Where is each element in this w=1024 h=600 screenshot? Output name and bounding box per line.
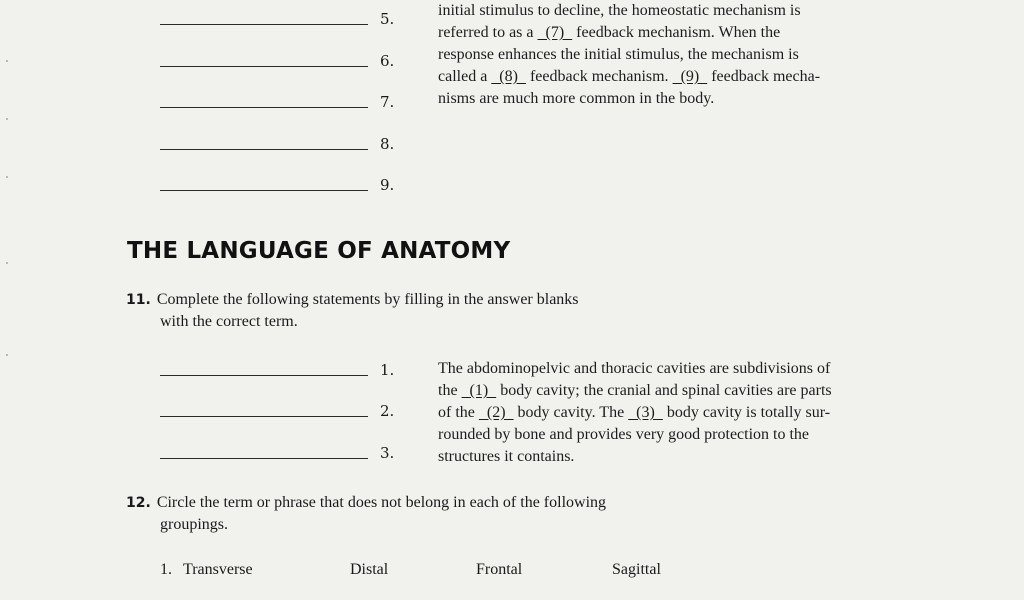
answer-blank[interactable] xyxy=(160,402,400,422)
question-text-continued: with the correct term. xyxy=(160,313,298,330)
paragraph-line: response enhances the initial stimulus, the mechanism is xyxy=(438,46,799,63)
question-text-continued: groupings. xyxy=(160,516,228,533)
scan-mark xyxy=(6,118,8,120)
answer-blank[interactable] xyxy=(160,135,400,155)
blank-number: 5. xyxy=(380,10,395,28)
blank-number: 8. xyxy=(380,135,395,153)
paragraph-line: of the (2) body cavity. The (3) body cavity is totally sur- xyxy=(438,404,831,421)
blank-reference: (3) xyxy=(628,404,663,421)
blank-reference: (9) xyxy=(672,68,708,85)
question-text: Complete the following statements by filling in the answer blanks xyxy=(156,291,579,308)
paragraph-line: The abdominopelvic and thoracic cavities are subdivisions of xyxy=(438,360,831,377)
blank-number: 9. xyxy=(380,176,395,194)
paragraph-line: referred to as a (7) feedback mechanism. When the xyxy=(438,24,781,41)
scan-mark xyxy=(6,262,8,264)
blank-reference: (7) xyxy=(537,24,573,41)
answer-blank[interactable] xyxy=(160,10,400,30)
answer-blank[interactable] xyxy=(160,52,400,72)
paragraph-line: nisms are much more common in the body. xyxy=(438,90,715,107)
blank-reference: (2) xyxy=(478,404,514,421)
term-option[interactable]: Sagittal xyxy=(612,561,661,578)
blank-reference: (1) xyxy=(461,382,497,399)
question-number: 11. xyxy=(126,292,151,308)
body-cavity-paragraph xyxy=(438,358,832,468)
blank-number: 1. xyxy=(380,361,395,379)
question-12 xyxy=(126,492,606,536)
question-text: Circle the term or phrase that does not belong in each of the following xyxy=(156,494,607,511)
term-option[interactable]: Frontal xyxy=(476,561,523,578)
answer-blank[interactable] xyxy=(160,176,400,196)
blank-number: 3. xyxy=(380,444,395,462)
section-heading: THE LANGUAGE OF ANATOMY xyxy=(127,238,511,264)
question-11 xyxy=(126,289,579,333)
scan-mark xyxy=(6,354,8,356)
paragraph-line: the (1) body cavity; the cranial and spinal cavities are parts xyxy=(438,382,832,399)
answer-blank[interactable] xyxy=(160,361,400,381)
term-option[interactable]: Transverse xyxy=(183,561,253,578)
blank-number: 2. xyxy=(380,402,395,420)
scan-mark xyxy=(6,60,8,62)
answer-blank[interactable] xyxy=(160,93,400,113)
blank-number: 6. xyxy=(380,52,395,70)
paragraph-line: initial stimulus to decline, the homeostatic mechanism is xyxy=(438,2,801,19)
grouping-label: 1. xyxy=(160,561,172,578)
blank-reference: (8) xyxy=(491,68,526,85)
paragraph-line: structures it contains. xyxy=(438,448,575,465)
term-option[interactable]: Distal xyxy=(350,561,389,578)
paragraph-line: called a (8) feedback mechanism. (9) feedback mecha- xyxy=(438,68,821,85)
scan-mark xyxy=(6,176,8,178)
question-number: 12. xyxy=(126,495,151,511)
paragraph-line: rounded by bone and provides very good protection to the xyxy=(438,426,810,443)
homeostasis-paragraph xyxy=(438,0,820,110)
answer-blank[interactable] xyxy=(160,444,400,464)
blank-number: 7. xyxy=(380,93,395,111)
